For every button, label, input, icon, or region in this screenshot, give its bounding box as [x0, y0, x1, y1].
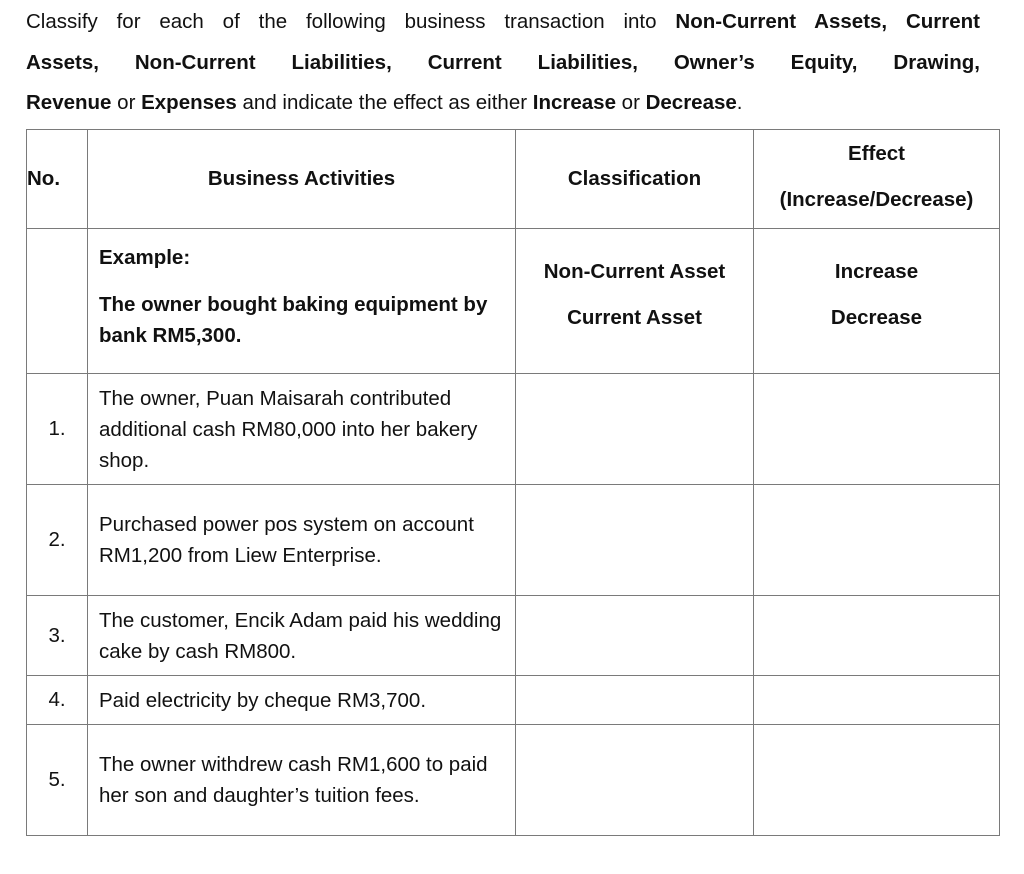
row-number: 5.: [27, 725, 88, 836]
example-text: The owner bought baking equipment by bank RM5,300.: [99, 292, 488, 347]
example-effect-2: Decrease: [830, 306, 923, 329]
row-classification-cell[interactable]: [516, 374, 754, 485]
instructions-text: and indicate the effect as either: [236, 91, 533, 114]
example-classification-2: Current Asset: [567, 306, 702, 329]
table-row: [27, 374, 1000, 485]
row-effect-cell[interactable]: [754, 725, 1000, 836]
row-number: 3.: [27, 596, 88, 676]
instructions-line-1: [26, 2, 980, 43]
row-effect-cell[interactable]: [754, 596, 1000, 676]
row-effect-cell[interactable]: [754, 374, 1000, 485]
instructions-text: .: [736, 91, 743, 114]
example-activity-cell: [88, 229, 516, 374]
row-activity: The customer, Encik Adam paid his wedding cake by cash RM800.: [88, 596, 516, 676]
example-label: Example:: [99, 245, 191, 269]
instructions-text: or: [111, 91, 142, 114]
example-classification-1: Non-Current Asset: [543, 260, 726, 283]
instructions: [26, 2, 980, 124]
row-classification-cell[interactable]: [516, 485, 754, 596]
header-business-activities: Business Activities: [88, 130, 516, 229]
row-number: 2.: [27, 485, 88, 596]
header-no: No.: [27, 130, 88, 229]
header-classification: Classification: [516, 130, 754, 229]
table-header-row: [27, 130, 1000, 229]
table-row: [27, 485, 1000, 596]
row-activity: The owner, Puan Maisarah contributed additional cash RM80,000 into her bakery shop.: [88, 374, 516, 485]
row-activity: Paid electricity by cheque RM3,700.: [88, 676, 516, 725]
row-effect-cell[interactable]: [754, 676, 1000, 725]
header-effect: [754, 130, 1000, 229]
example-classification-cell: [516, 229, 754, 374]
table-row: [27, 676, 1000, 725]
header-effect-title: Effect: [848, 142, 905, 165]
table-row: [27, 596, 1000, 676]
instructions-line-2: Assets, Non-Current Liabilities, Current Liabilities, Owner’s Equity, Drawing,: [26, 50, 980, 74]
row-classification-cell[interactable]: [516, 676, 754, 725]
row-classification-cell[interactable]: [516, 725, 754, 836]
row-activity: The owner withdrew cash RM1,600 to paid her son and daughter’s tuition fees.: [88, 725, 516, 836]
row-activity: Purchased power pos system on account RM1,200 from Liew Enterprise.: [88, 485, 516, 596]
instructions-text: Classify for each of the following business transaction into: [26, 10, 676, 33]
row-effect-cell[interactable]: [754, 485, 1000, 596]
example-no-cell: [27, 229, 88, 374]
row-classification-cell[interactable]: [516, 596, 754, 676]
instructions-text: or: [615, 91, 646, 114]
classification-table: [26, 129, 1000, 836]
example-effect-1: Increase: [834, 260, 919, 283]
instructions-bold-decrease: Decrease: [645, 91, 737, 114]
instructions-bold-expenses: Expenses: [141, 91, 237, 114]
instructions-bold: Non-Current Assets, Current: [675, 10, 980, 33]
row-number: 1.: [27, 374, 88, 485]
instructions-line-3: [26, 83, 980, 124]
table-row: [27, 725, 1000, 836]
instructions-bold-revenue: Revenue: [26, 91, 112, 114]
example-effect-cell: [754, 229, 1000, 374]
header-effect-subtitle: (Increase/Decrease): [779, 188, 974, 211]
example-row: [27, 229, 1000, 374]
row-number: 4.: [27, 676, 88, 725]
instructions-bold-increase: Increase: [532, 91, 616, 114]
